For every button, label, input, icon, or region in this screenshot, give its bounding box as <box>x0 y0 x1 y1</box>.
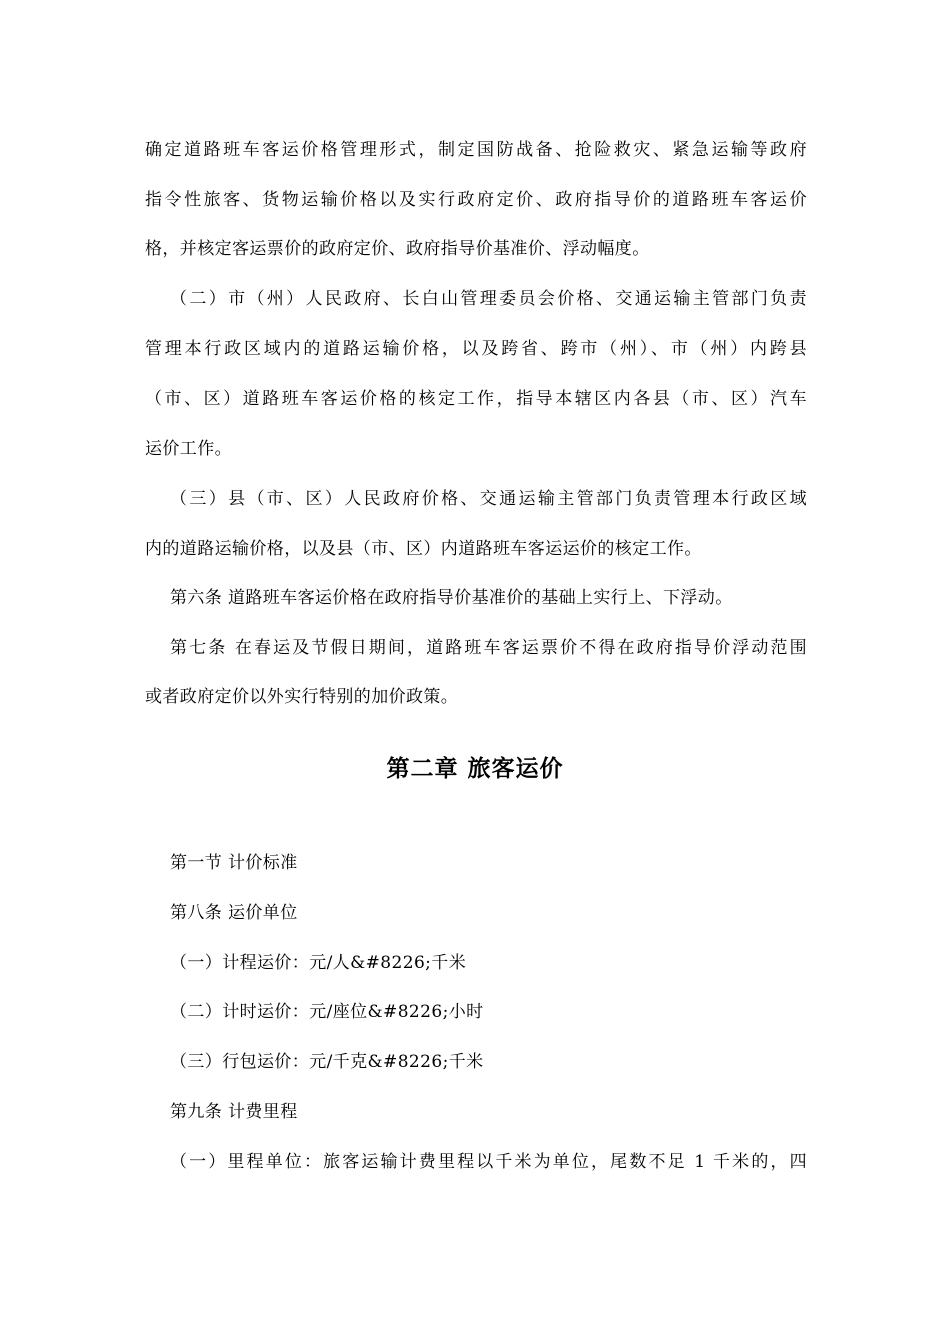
paragraph-line: 确定道路班车客运价格管理形式，制定国防战备、抢险救灾、紧急运输等政府 <box>145 140 807 160</box>
paragraph-line: 指令性旅客、货物运输价格以及实行政府定价、政府指导价的道路班车客运价 <box>145 190 807 210</box>
chapter-title: 第二章 旅客运价 <box>386 756 564 782</box>
article-seven-line: 第七条 在春运及节假日期间，道路班车客运票价不得在政府指导价浮动范围 <box>170 638 807 658</box>
paragraph-line: （市、区）道路班车客运价格的核定工作，指导本辖区内各县（市、区）汽车 <box>145 389 807 409</box>
paragraph-line: 或者政府定价以外实行特别的加价政策。 <box>145 687 459 707</box>
article-nine-title: 第九条 计费里程 <box>170 1102 298 1122</box>
list-item: （一）里程单位：旅客运输计费里程以千米为单位，尾数不足 1 千米的，四 <box>170 1152 807 1172</box>
paragraph-line: （三）县（市、区）人民政府价格、交通运输主管部门负责管理本行政区域 <box>170 489 807 509</box>
paragraph-line: （二）市（州）人民政府、长白山管理委员会价格、交通运输主管部门负责 <box>170 289 807 309</box>
paragraph-line: 运价工作。 <box>145 439 232 459</box>
section-title: 第一节 计价标准 <box>170 853 298 873</box>
list-item: （三）行包运价：元/千克&#8226;千米 <box>170 1052 484 1072</box>
paragraph-line: 内的道路运输价格，以及县（市、区）内道路班车客运运价的核定工作。 <box>145 539 702 559</box>
list-item: （一）计程运价：元/人&#8226;千米 <box>170 953 467 973</box>
paragraph-line: 管理本行政区域内的道路运输价格，以及跨省、跨市（州）、市（州）内跨县 <box>145 339 807 359</box>
article-eight-title: 第八条 运价单位 <box>170 903 298 923</box>
paragraph-line: 格，并核定客运票价的政府定价、政府指导价基准价、浮动幅度。 <box>145 239 650 259</box>
list-item: （二）计时运价：元/座位&#8226;小时 <box>170 1002 484 1022</box>
article-six-line: 第六条 道路班车客运价格在政府指导价基准价的基础上实行上、下浮动。 <box>170 588 733 608</box>
